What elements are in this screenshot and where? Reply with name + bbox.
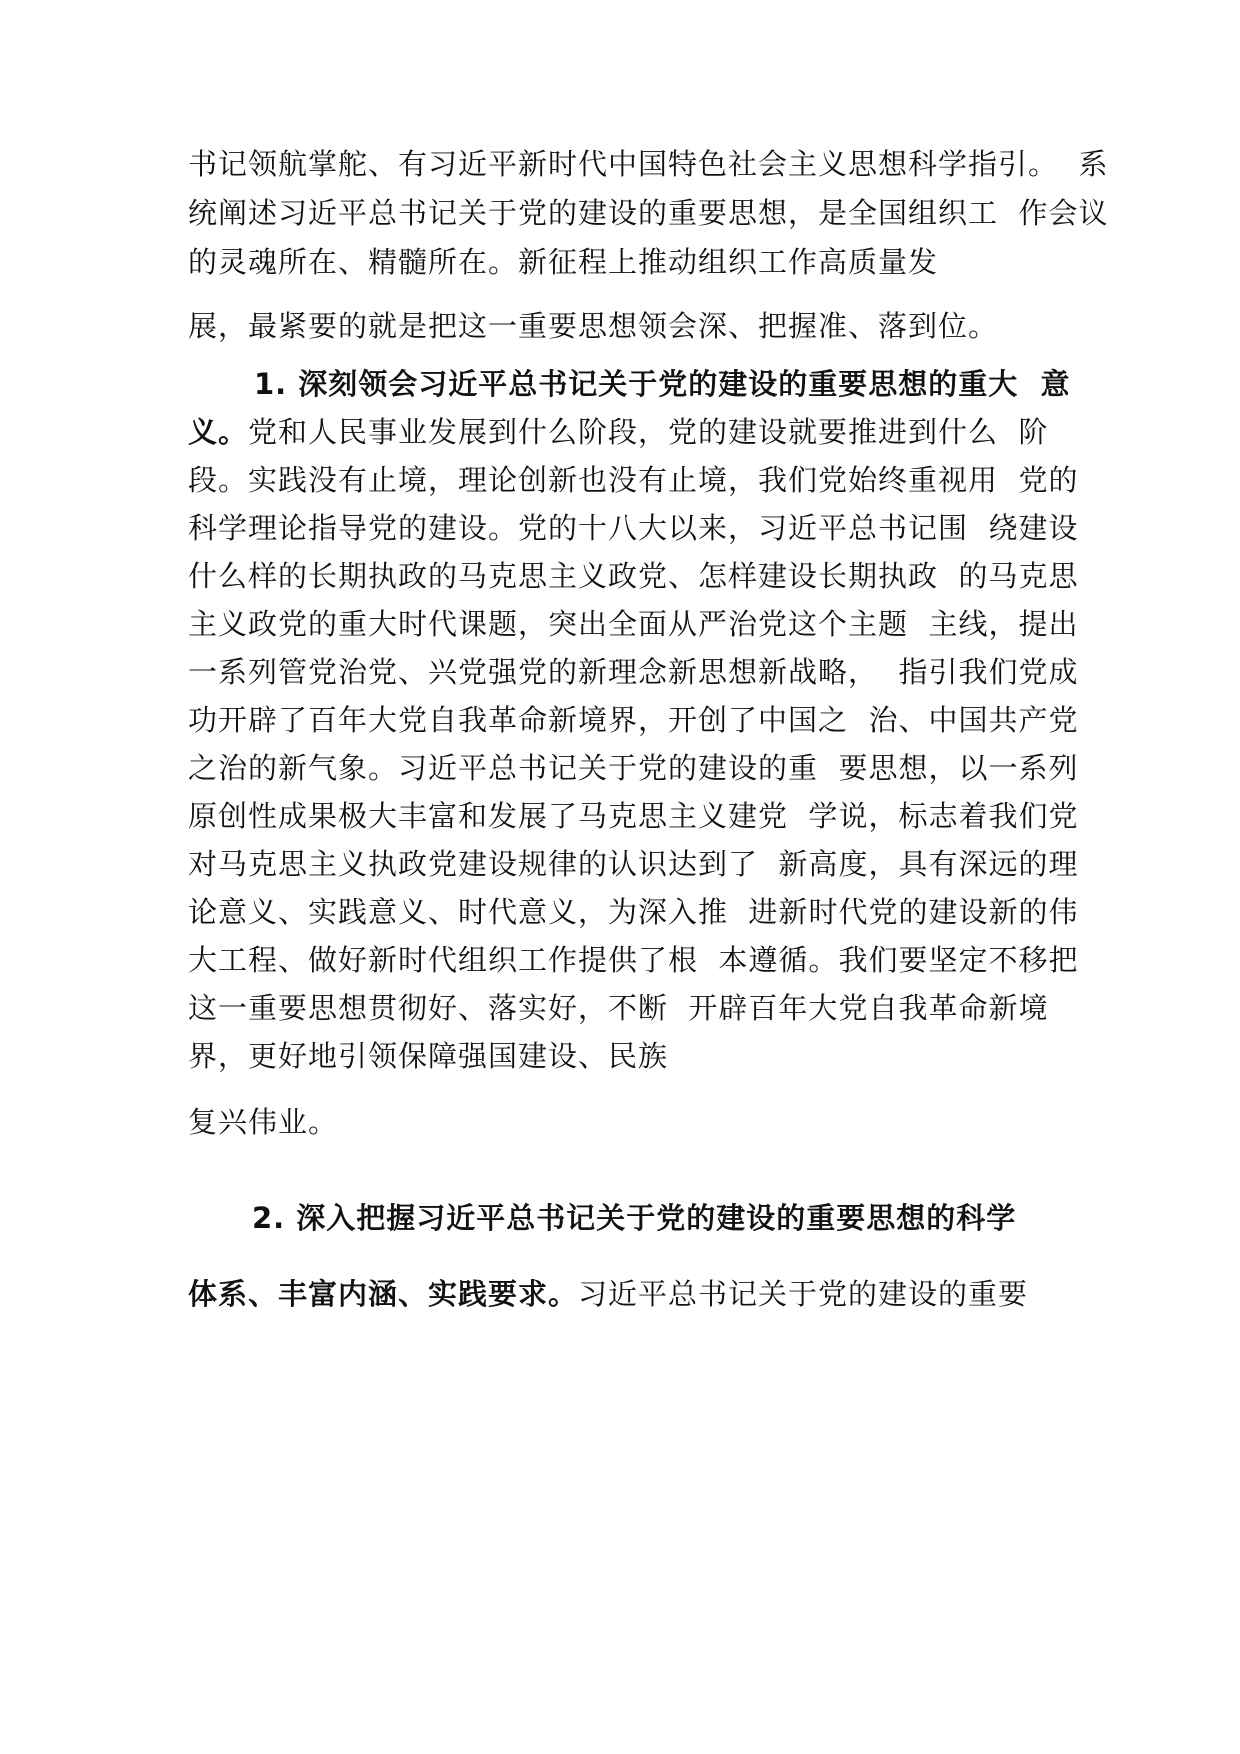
section-2-heading-tail: 体系、丰富内涵、实践要求。 — [188, 1277, 579, 1311]
paragraph-line — [188, 414, 1048, 450]
paragraph-line: 功开辟了百年大党自我革命新境界，开创了中国之 治、中国共产党 — [188, 703, 1079, 737]
paragraph-line: 主义政党的重大时代课题，突出全面从严治党这个主题 主线，提出 — [188, 607, 1079, 641]
paragraph-line: 论意义、实践意义、时代意义，为深入推 进新时代党的建设新的伟 — [188, 895, 1079, 929]
paragraph-line: 这一重要思想贯彻好、落实好，不断 开辟百年大党自我革命新境 — [188, 991, 1049, 1025]
paragraph-line: 什么样的长期执政的马克思主义政党、怎样建设长期执政 的马克思 — [188, 559, 1079, 593]
paragraph-line: 一系列管党治党、兴党强党的新理念新思想新战略， 指引我们党成 — [188, 655, 1079, 689]
section-1-heading-tail: 义。 — [188, 415, 249, 449]
paragraph-line: 展，最紧要的就是把这一重要思想领会深、把握准、落到位。 — [188, 309, 999, 343]
section-2-heading: 2. 深入把握习近平总书记关于党的建设的重要思想的科学 — [252, 1201, 1017, 1235]
paragraph-line: 的灵魂所在、精髓所在。新征程上推动组织工作高质量发 — [188, 245, 939, 279]
paragraph-line — [188, 1276, 1028, 1312]
paragraph-line: 段。实践没有止境，理论创新也没有止境，我们党始终重视用 党的 — [188, 463, 1079, 497]
paragraph-line: 书记领航掌舵、有习近平新时代中国特色社会主义思想科学指引。 系 — [188, 147, 1109, 181]
paragraph-line: 复兴伟业。 — [188, 1105, 339, 1139]
section-1-heading: 1. 深刻领会习近平总书记关于党的建设的重要思想的重大 意 — [254, 367, 1071, 401]
paragraph-line: 原创性成果极大丰富和发展了马克思主义建党 学说，标志着我们党 — [188, 799, 1079, 833]
paragraph-line: 大工程、做好新时代组织工作提供了根 本遵循。我们要坚定不移把 — [188, 943, 1079, 977]
paragraph-line: 界，更好地引领保障强国建设、民族 — [188, 1039, 669, 1073]
paragraph-line: 对马克思主义执政党建设规律的认识达到了 新高度，具有深远的理 — [188, 847, 1079, 881]
paragraph-line: 统阐述习近平总书记关于党的建设的重要思想，是全国组织工 作会议 — [188, 196, 1109, 230]
paragraph-line: 之治的新气象。习近平总书记关于党的建设的重 要思想，以一系列 — [188, 751, 1079, 785]
section-1-text: 党和人民事业发展到什么阶段，党的建设就要推进到什么 阶 — [248, 415, 1049, 449]
paragraph-line: 科学理论指导党的建设。党的十八大以来，习近平总书记围 绕建设 — [188, 511, 1079, 545]
section-2-text: 习近平总书记关于党的建设的重要 — [578, 1277, 1029, 1311]
